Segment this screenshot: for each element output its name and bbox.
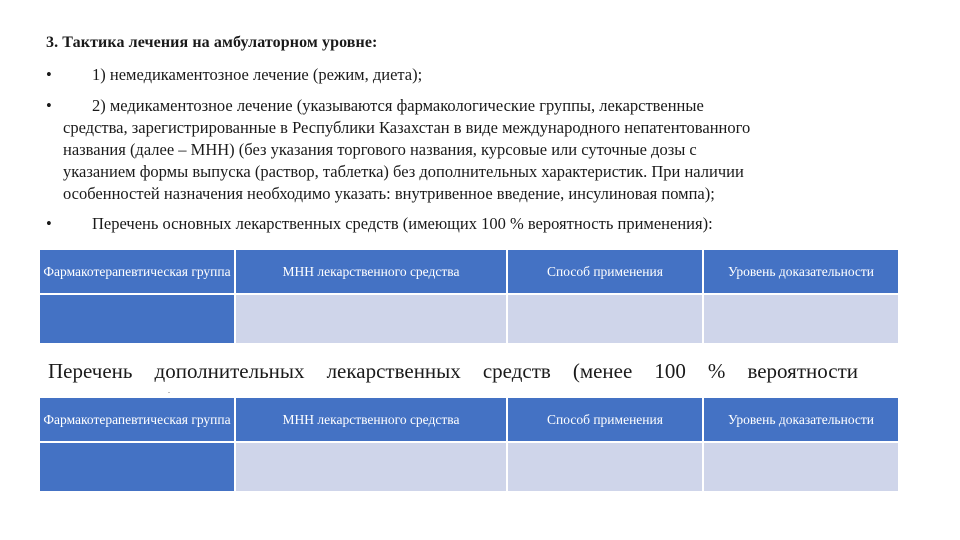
table-row <box>39 294 899 344</box>
table-row <box>39 442 899 492</box>
table-cell[interactable] <box>235 294 507 344</box>
bullet-text: Перечень основных лекарственных средств (имеющих 100 % вероятность применения): <box>92 214 713 233</box>
bullet-text-continuation: названия (далее – МНН) (без указания торгового названия, курсовые или суточные дозы с <box>63 140 697 159</box>
header-evidence-level: Уровень доказательности <box>703 397 899 442</box>
bullet-drug-treatment <box>46 95 906 205</box>
header-administration-route: Способ применения <box>507 397 703 442</box>
bullet-text-continuation: средства, зарегистрированные в Республики Казахстан в виде международного непатентованного <box>63 118 751 137</box>
table-cell[interactable] <box>703 442 899 492</box>
header-pharmacotherapeutic-group: Фармакотерапевтическая группа <box>39 249 235 294</box>
bullet-text: 1) немедикаментозное лечение (режим, диета); <box>92 65 423 84</box>
section-heading: 3. Тактика лечения на амбулаторном уровне: <box>46 34 378 51</box>
table-cell[interactable] <box>39 294 235 344</box>
bullet-marker: • <box>46 65 52 84</box>
additional-drugs-table <box>38 396 900 493</box>
header-administration-route: Способ применения <box>507 249 703 294</box>
header-pharmacotherapeutic-group: Фармакотерапевтическая группа <box>39 397 235 442</box>
header-inn: МНН лекарственного средства <box>235 397 507 442</box>
bullet-non-drug-treatment <box>46 64 906 86</box>
additional-drugs-title: Перечень дополнительных лекарственных средств (менее 100 % вероятности <box>48 359 858 383</box>
table-cell[interactable] <box>507 442 703 492</box>
table-cell[interactable] <box>507 294 703 344</box>
table-header-row <box>39 397 899 442</box>
bullet-marker: • <box>46 96 52 115</box>
stray-mark: . <box>168 386 170 395</box>
table-header-row <box>39 249 899 294</box>
table-cell[interactable] <box>39 442 235 492</box>
bullet-text-continuation: особенностей назначения необходимо указать: внутривенное введение, инсулиновая помпа); <box>63 184 715 203</box>
bullet-text-continuation: указанием формы выпуска (раствор, таблетка) без дополнительных характеристик. При наличии <box>63 162 744 181</box>
table-cell[interactable] <box>235 442 507 492</box>
bullet-main-drug-list <box>46 213 906 235</box>
header-inn: МНН лекарственного средства <box>235 249 507 294</box>
bullet-text: 2) медикаментозное лечение (указываются фармакологические группы, лекарственные <box>92 96 704 115</box>
header-evidence-level: Уровень доказательности <box>703 249 899 294</box>
main-drugs-table <box>38 248 900 345</box>
bullet-marker: • <box>46 214 52 233</box>
table-cell[interactable] <box>703 294 899 344</box>
